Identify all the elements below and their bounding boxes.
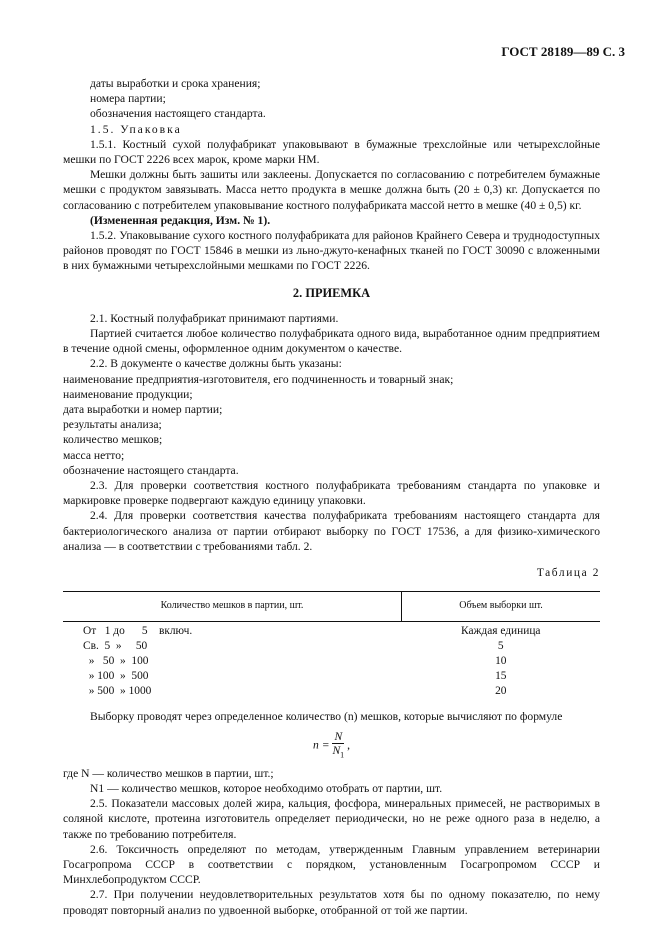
paragraph-2-4: 2.4. Для проверки соответствия качества полуфабриката требованиям настоящего стандарта для бактериологического анализа от партии отбирают выборку по ГОСТ 17536, а для физико-химического анализа — в соответствии с требованиями табл. 2.: [63, 509, 600, 553]
formula-denominator-subscript: 1: [340, 750, 345, 760]
formula: [63, 730, 600, 760]
document-body: [63, 76, 600, 918]
paragraph-2-3: 2.3. Для проверки соответствия костного полуфабриката требованиям стандарта по упаковке и маркировке проверке подвергают каждую единицу упаковки.: [63, 479, 600, 508]
paragraph-bags: Мешки должны быть зашиты или заклеены. Допускается по согласованию с потребителем бумажные мешки с продуктом завязывать. Масса нетто продукта в мешке должна быть (20 ± 0,3) кг. Допускается по согласованию с потребителем упаковывание костного полуфабриката массой нетто в мешке (40 ± 0,5) кг.: [63, 168, 600, 212]
table-cell-sample: 20: [495, 684, 507, 697]
list-item: обозначение настоящего стандарта.: [63, 463, 239, 477]
sample-size-table: [63, 591, 600, 698]
table-caption: Таблица 2: [536, 567, 600, 580]
table-cell-sample: 10: [495, 654, 507, 667]
formula-tail: ,: [347, 738, 350, 752]
list-item: масса нетто;: [63, 448, 125, 462]
list-item: наименование продукции;: [63, 387, 193, 401]
table-row: [63, 654, 600, 669]
paragraph-sample-formula: Выборку проводят через определенное количество (n) мешков, которые вычисляют по формуле: [90, 709, 563, 723]
paragraph-batch: Партией считается любое количество полуфабриката одного вида, выработанное одним предприятием в течение одной смены, оформленное одним документом о качестве.: [63, 327, 600, 356]
table-header-sample: Объем выборки шт.: [402, 592, 600, 621]
table-cell-range: От 1 до 5 включ.: [83, 624, 193, 637]
table-row: [63, 639, 600, 654]
table-cell-range: » 500 » 1000: [83, 684, 152, 697]
formula-denominator-symbol: N: [332, 743, 341, 757]
paragraph-2-7: 2.7. При получении неудовлетворительных результатов хотя бы по одному показателю, по нему проводят повторный анализ по удвоенной выборке, отобранной от той же партии.: [63, 888, 600, 917]
paragraph-2-5: 2.5. Показатели массовых долей жира, кальция, фосфора, минеральных примесей, не растворимых в соляной кислоте, протеина изготовитель определяет периодически, но не реже одного раза в неделю, а также по требованию потребителя.: [63, 797, 600, 841]
paragraph-1-5-2: 1.5.2. Упаковывание сухого костного полуфабриката для районов Крайнего Севера и труднодоступных районов проводят по ГОСТ 15846 в мешки из льно-джуто-кенафных тканей по ГОСТ 30090 с вложенными в них бумажными четырехслойными мешками по ГОСТ 2226.: [63, 229, 600, 273]
amendment-note: (Измененная редакция, Изм. № 1).: [90, 213, 271, 227]
page-header: ГОСТ 28189—89 С. 3: [501, 44, 625, 59]
subsection-heading-packaging: 1.5. Упаковка: [90, 122, 182, 136]
paragraph-2-6: 2.6. Токсичность определяют по методам, утвержденным Главным управлением ветеринарии Госагропрома СССР в соответствии с порядком, установленным Госагропромом СССР и Минхлебопродуктом СССР.: [63, 842, 600, 887]
table-cell-range: » 50 » 100: [83, 654, 149, 667]
formula-lhs: n =: [313, 738, 330, 752]
table-row: [63, 669, 600, 684]
formula-where-2: N1 — количество мешков, которое необходимо отобрать от партии, шт.: [90, 781, 443, 795]
list-item: дата выработки и номер партии;: [63, 403, 223, 417]
list-item: обозначения настоящего стандарта.: [90, 107, 266, 121]
table-cell-sample: 15: [495, 669, 507, 682]
table-cell-sample: Каждая единица: [461, 624, 541, 637]
formula-where-1: где N — количество мешков в партии, шт.;: [63, 766, 274, 780]
table-cell-range: » 100 » 500: [83, 669, 149, 682]
list-item: результаты анализа;: [63, 418, 162, 432]
list-item: наименование предприятия-изготовителя, его подчиненность и товарный знак;: [63, 372, 454, 386]
list-item: количество мешков;: [63, 433, 163, 447]
section-title-acceptance: 2. ПРИЕМКА: [292, 285, 371, 300]
formula-denominator: [332, 744, 344, 761]
table-row: [63, 621, 600, 639]
formula-fraction: [332, 730, 344, 761]
formula-numerator: N: [334, 729, 343, 743]
table-header-bags: Количество мешков в партии, шт.: [63, 592, 402, 621]
paragraph-2-1: 2.1. Костный полуфабрикат принимают партиями.: [90, 311, 339, 325]
list-item: номера партии;: [90, 92, 166, 106]
table-row: [63, 684, 600, 699]
paragraph-1-5-1: 1.5.1. Костный сухой полуфабрикат упаковывают в бумажные трехслойные или четырехслойные мешки по ГОСТ 2226 всех марок, кроме марки НМ.: [63, 137, 600, 167]
list-item: даты выработки и срока хранения;: [90, 77, 261, 90]
table-cell-sample: 5: [497, 639, 504, 652]
table-cell-range: Св. 5 » 50: [83, 639, 148, 652]
paragraph-2-2: 2.2. В документе о качестве должны быть указаны:: [90, 357, 342, 371]
